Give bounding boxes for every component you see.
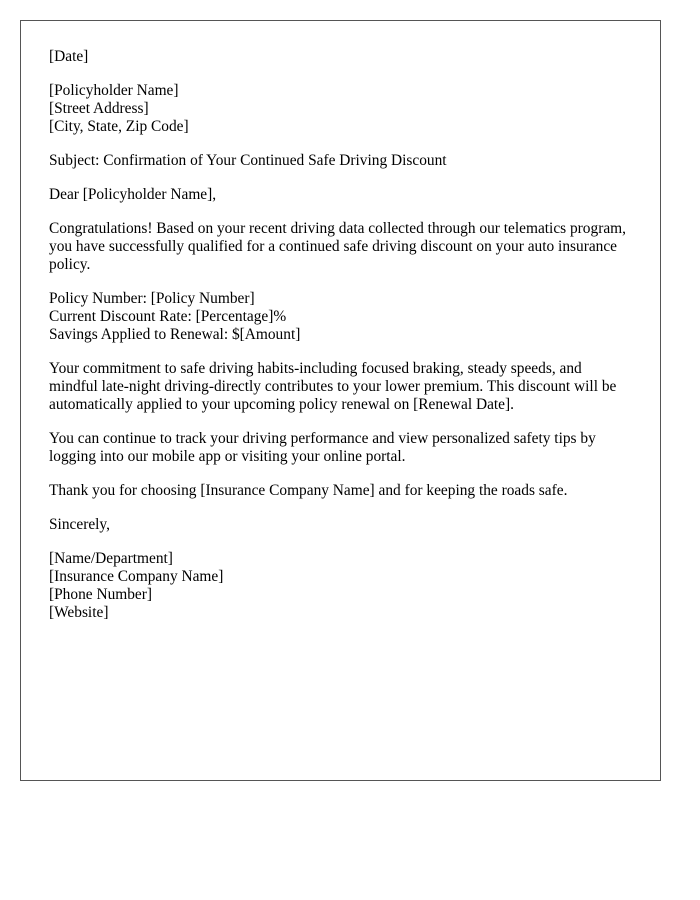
renewal-savings: Savings Applied to Renewal: $[Amount]: [49, 326, 301, 343]
recipient-name: [Policyholder Name]: [49, 82, 179, 99]
subject-text: Subject: Confirmation of Your Continued Safe Driving Discount: [49, 152, 447, 169]
discount-rate: Current Discount Rate: [Percentage]%: [49, 308, 287, 325]
thanks-paragraph: Thank you for choosing [Insurance Company Name] and for keeping the roads safe.: [49, 482, 568, 499]
recipient-address: [49, 82, 632, 136]
recipient-street: [Street Address]: [49, 100, 149, 117]
date-text: [Date]: [49, 48, 89, 65]
tracking-paragraph: You can continue to track your driving performance and view personalized safety tips by logging into our mobile app or visiting your online portal.: [49, 430, 596, 465]
closing-text: Sincerely,: [49, 516, 110, 533]
salutation: [49, 186, 632, 204]
subject-line: [49, 152, 632, 170]
salutation-text: Dear [Policyholder Name],: [49, 186, 217, 203]
intro-paragraph: Congratulations! Based on your recent driving data collected through our telematics program, you have successfully qualified for a continued safe driving discount on your auto insurance policy.: [49, 220, 626, 273]
recipient-city: [City, State, Zip Code]: [49, 118, 189, 135]
signature-department: [Name/Department]: [49, 550, 173, 567]
letter-date: [49, 48, 632, 66]
policy-details: [49, 290, 632, 344]
signature-phone: [Phone Number]: [49, 586, 153, 603]
signature-block: [49, 550, 632, 622]
closing: [49, 516, 632, 534]
commitment-paragraph: Your commitment to safe driving habits-including focused braking, steady speeds, and mindful late-night driving-directly contributes to your lower premium. This discount will be automatically applied to your upcoming policy renewal on [Renewal Date].: [49, 360, 617, 413]
letter-page: [20, 20, 661, 781]
signature-website: [Website]: [49, 604, 109, 621]
signature-company: [Insurance Company Name]: [49, 568, 224, 585]
policy-number: Policy Number: [Policy Number]: [49, 290, 255, 307]
